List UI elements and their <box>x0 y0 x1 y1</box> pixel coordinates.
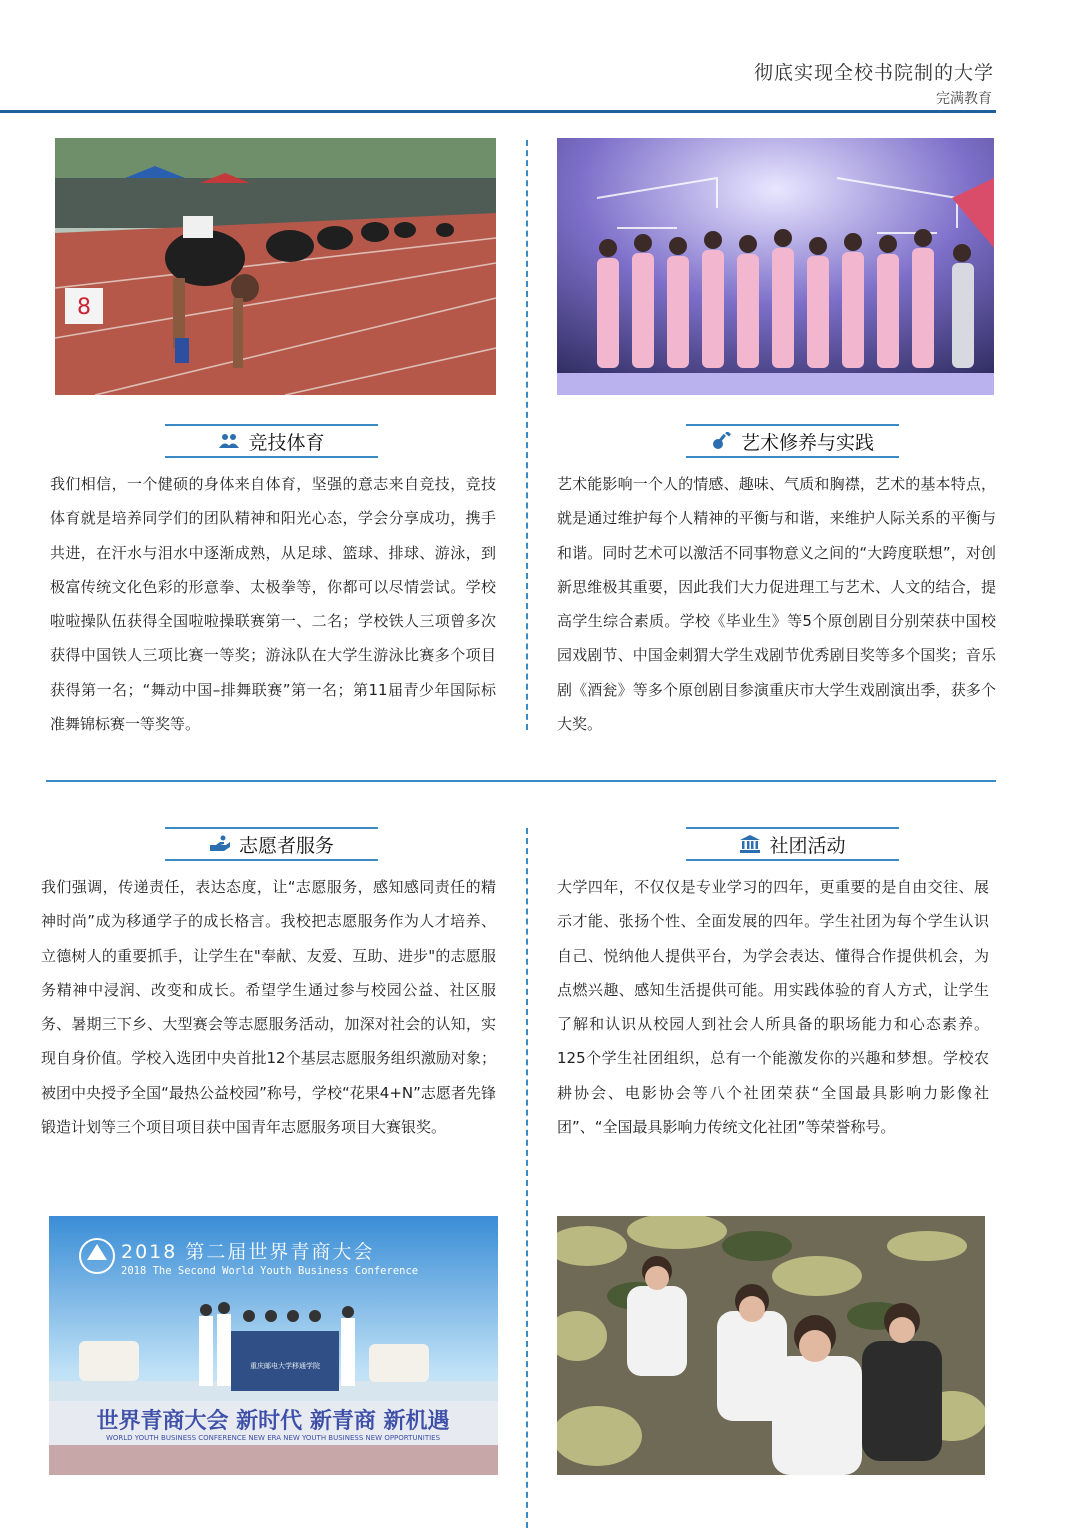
header-divider <box>0 110 996 113</box>
section-title-clubs: 社团活动 <box>769 834 846 857</box>
section-heading-volunteer <box>165 827 378 861</box>
page-header-subtitle: 完满教育 <box>936 91 992 107</box>
photo-track-sprint <box>55 138 496 395</box>
section-heading-clubs <box>686 827 899 861</box>
bib-number: 8 <box>77 295 91 320</box>
section-text-clubs: 大学四年，不仅仅是专业学习的四年，更重要的是自由交往、展示才能、张扬个性、全面发展的四年。学生社团为每个学生认识自己、悦纳他人提供平台，为学会表达、懂得合作提供机会，为点燃兴趣、感知生活提供可能。用实践体验的育人方式，让学生了解和认识从校园人到社会人所具备的职场能力和心态素养。125个学生社团组织，总有一个能激发你的兴趣和梦想。学校农耕协会、电影协会等八个社团荣获“全国最具影响力影像社团”、“全国最具影响力传统文化社团”等荣誉称号。 <box>557 878 989 1137</box>
conference-title-en: 2018 The Second World Youth Business Conference <box>121 1265 419 1277</box>
section-divider <box>46 780 996 782</box>
section-title-sports: 竞技体育 <box>248 431 325 454</box>
conference-banner-en: WORLD YOUTH BUSINESS CONFERENCE NEW ERA NEW YOUTH BUSINESS NEW OPPORTUNITIES <box>105 1434 441 1442</box>
guitar-icon <box>711 432 733 450</box>
institution-icon <box>739 835 761 853</box>
section-text-arts: 艺术能影响一个人的情感、趣味、气质和胸襟，艺术的基本特点，就是通过维护每个人精神的平衡与和谐，来维护人际关系的平衡与和谐。同时艺术可以激活不同事物意义之间的“大跨度联想”，对创新思维极其重要，因此我们大力促进理工与艺术、人文的结合，提高学生综合素质。学校《毕业生》等5个原创剧目分别荣获中国校园戏剧节、中国金刺猬大学生戏剧节优秀剧目奖等多个国奖；音乐剧《酒瓮》等多个原创剧目参演重庆市大学生戏剧演出季，获多个大奖。 <box>557 475 996 734</box>
section-title-arts: 艺术修养与实践 <box>740 431 874 454</box>
section-title-volunteer: 志愿者服务 <box>238 834 334 857</box>
photo-youth-business-conference <box>49 1216 498 1475</box>
section-heading-arts <box>686 424 899 458</box>
section-heading-sports <box>165 424 378 458</box>
section-text-volunteer: 我们强调，传递责任，表达态度，让“志愿服务，感知感同责任的精神时尚”成为移通学子的成长格言。我校把志愿服务作为人才培养、立德树人的重要抓手，让学生在"奉献、友爱、互助、进步"的志愿服务精神中浸润、改变和成长。希望学生通过参与校园公益、社区服务、暑期三下乡、大型赛会等志愿服务活动，加深对社会的认知，实现自身价值。学校入选团中央首批12个基层志愿服务组织激励对象；被团中央授予全国“最热公益校园”称号，学校“花果4+N”志愿者先锋锻造计划等三个项目项目获中国青年志愿服务项目大赛银奖。 <box>41 878 496 1137</box>
photo-stage-performance <box>557 138 994 395</box>
photo-lotus-field-farming <box>557 1216 985 1475</box>
column-divider-bottom <box>526 828 528 1528</box>
page-header-title: 彻底实现全校书院制的大学 <box>753 62 994 84</box>
group-icon <box>218 432 240 450</box>
conference-title-cn: 2018 第二届世界青商大会 <box>121 1241 375 1263</box>
column-divider-top <box>526 140 528 730</box>
conference-banner: 世界青商大会 新时代 新青商 新机遇 <box>96 1409 450 1434</box>
section-text-sports: 我们相信，一个健硕的身体来自体育，坚强的意志来自竞技，竞技体育就是培养同学们的团队精神和阳光心态，学会分享成功，携手共进，在汗水与泪水中逐渐成熟，从足球、篮球、排球、游泳，到极富传统文化色彩的形意拳、太极拳等，你都可以尽情尝试。学校啦啦操队伍获得全国啦啦操联赛第一、二名；学校铁人三项曾多次获得中国铁人三项比赛一等奖；游泳队在大学生游泳比赛多个项目获得第一名；“舞动中国–排舞联赛”第一名；第11届青少年国际标准舞锦标赛一等奖等。 <box>50 475 496 734</box>
conference-flag-text: 重庆邮电大学移通学院 <box>250 1362 320 1370</box>
helping-hand-icon <box>209 835 231 853</box>
